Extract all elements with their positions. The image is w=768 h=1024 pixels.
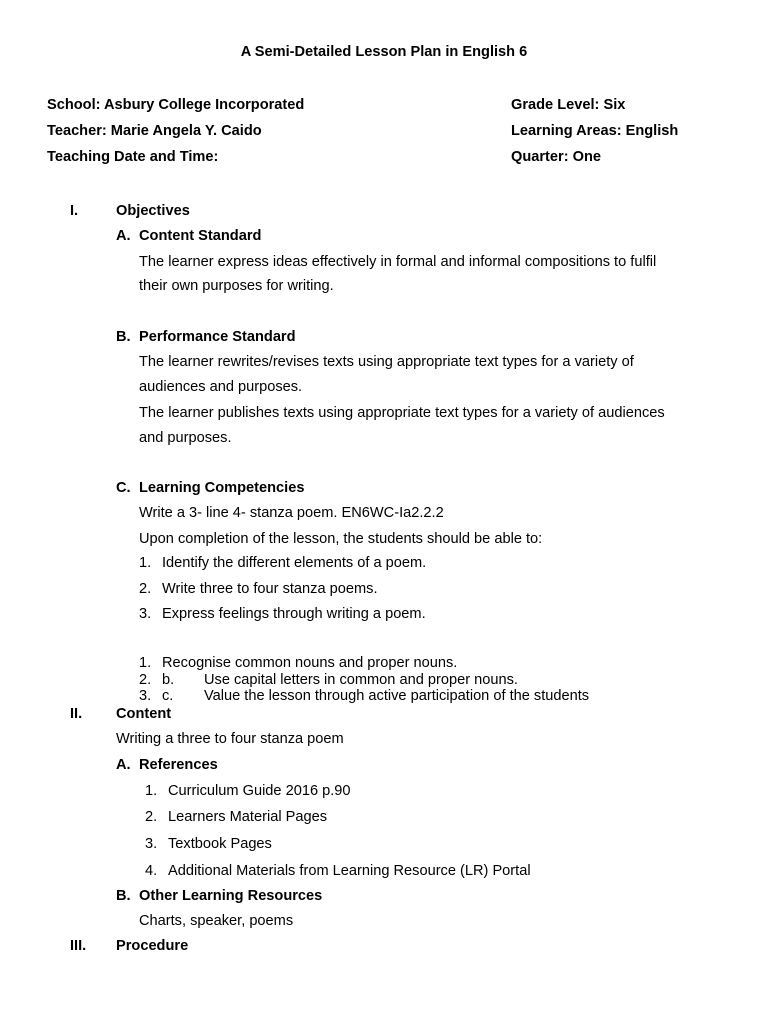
section-1-numeral: I. [70, 203, 79, 219]
competency-text-2: Upon completion of the lesson, the students should be able to: [139, 531, 543, 547]
other-resources-letter: B. [116, 888, 131, 904]
list-item-number: 4. [145, 863, 158, 879]
performance-standard-text-3: The learner publishes texts using appropriate text types for a variety of audiences [139, 405, 665, 421]
list-item: Learners Material Pages [168, 809, 327, 825]
document-title: A Semi-Detailed Lesson Plan in English 6 [240, 44, 528, 60]
list-item-number: 1. [139, 555, 152, 571]
list-item: Curriculum Guide 2016 p.90 [168, 783, 351, 799]
references-letter: A. [116, 757, 131, 773]
list-item: Write three to four stanza poems. [162, 581, 378, 597]
list-item-number: 1. [139, 655, 152, 671]
learning-areas-label: Learning Areas: English [511, 123, 679, 139]
section-3-numeral: III. [70, 938, 87, 954]
list-item: Recognise common nouns and proper nouns. [162, 655, 458, 671]
list-item: Identify the different elements of a poem. [162, 555, 427, 571]
list-item: Additional Materials from Learning Resource (LR) Portal [168, 863, 531, 879]
competency-text-1: Write a 3- line 4- stanza poem. EN6WC-Ia2.2.2 [139, 505, 444, 521]
list-item-number: 3. [145, 836, 158, 852]
list-item-number: 2. [139, 672, 152, 688]
performance-standard-heading: Performance Standard [139, 329, 296, 345]
performance-standard-text-1: The learner rewrites/revises texts using appropriate text types for a variety of [139, 354, 634, 370]
list-item-sub-letter: b. [162, 672, 175, 688]
school-label: School: Asbury College Incorporated [47, 97, 305, 113]
section-3-heading: Procedure [116, 938, 189, 954]
grade-level-label: Grade Level: Six [511, 97, 626, 113]
subsection-c-letter: C. [116, 480, 131, 496]
list-item: Use capital letters in common and proper nouns. [204, 672, 518, 688]
teacher-label: Teacher: Marie Angela Y. Caido [47, 123, 262, 139]
performance-standard-text-4: and purposes. [139, 430, 232, 446]
list-item-number: 3. [139, 688, 152, 704]
subsection-b-letter: B. [116, 329, 131, 345]
subsection-a-letter: A. [116, 228, 131, 244]
date-time-label: Teaching Date and Time: [47, 149, 219, 165]
list-item-number: 3. [139, 606, 152, 622]
list-item: Express feelings through writing a poem. [162, 606, 426, 622]
list-item: Textbook Pages [168, 836, 272, 852]
section-2-heading: Content [116, 706, 172, 722]
other-resources-heading: Other Learning Resources [139, 888, 323, 904]
list-item: Value the lesson through active participation of the students [204, 688, 590, 704]
list-item-sub-letter: c. [162, 688, 174, 704]
content-standard-text-2: their own purposes for writing. [139, 278, 334, 294]
list-item-number: 1. [145, 783, 158, 799]
content-standard-heading: Content Standard [139, 228, 262, 244]
section-2-numeral: II. [70, 706, 83, 722]
performance-standard-text-2: audiences and purposes. [139, 379, 303, 395]
other-resources-text: Charts, speaker, poems [139, 913, 294, 929]
references-heading: References [139, 757, 218, 773]
list-item-number: 2. [139, 581, 152, 597]
quarter-label: Quarter: One [511, 149, 602, 165]
list-item-number: 2. [145, 809, 158, 825]
content-text: Writing a three to four stanza poem [116, 731, 344, 747]
section-1-heading: Objectives [116, 203, 190, 219]
content-standard-text-1: The learner express ideas effectively in formal and informal compositions to fulfil [139, 254, 657, 270]
learning-competencies-heading: Learning Competencies [139, 480, 305, 496]
